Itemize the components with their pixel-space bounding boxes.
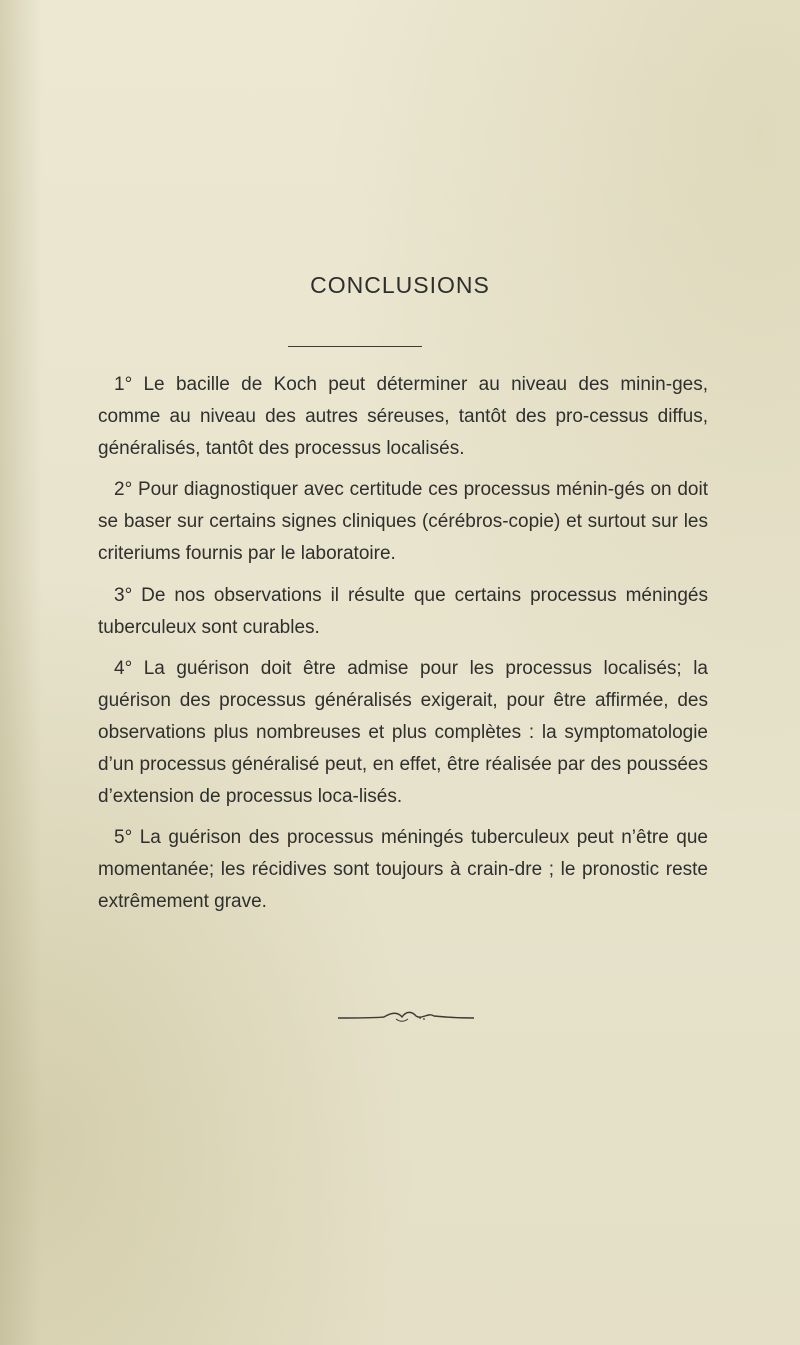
conclusion-paragraph-5: 5° La guérison des processus méningés tuberculeux peut n’être que momentanée; les récidives sont toujours à crain-dre ; le pronostic reste extrêmement grave. bbox=[98, 827, 708, 912]
conclusion-paragraph-2: 2° Pour diagnostiquer avec certitude ces processus ménin-gés on doit se baser sur certains signes cliniques (cérébros-copie) et surtout sur les criteriums fournis par le laboratoire. bbox=[98, 479, 708, 564]
page-title: CONCLUSIONS bbox=[310, 272, 490, 298]
end-ornament-icon bbox=[336, 1008, 476, 1024]
conclusion-paragraph-1: 1° Le bacille de Koch peut déterminer au niveau des minin-ges, comme au niveau des autres séreuses, tantôt des pro-cessus diffus, généralisés, tantôt des processus localisés. bbox=[98, 374, 708, 459]
conclusion-paragraph-4: 4° La guérison doit être admise pour les processus localisés; la guérison des processus généralisés exigerait, pour être affirmée, des observations plus nombreuses et plus complètes : la symptomatologie d’un processus généralisé peut, en effet, être réalisée par des poussées d’extension de processus loca-lisés. bbox=[98, 658, 708, 807]
conclusions-body bbox=[98, 369, 708, 928]
title-underline-rule bbox=[288, 346, 422, 347]
conclusion-paragraph-3: 3° De nos observations il résulte que certains processus méningés tuberculeux sont curables. bbox=[98, 584, 708, 638]
page-edge-shading bbox=[0, 0, 42, 1345]
